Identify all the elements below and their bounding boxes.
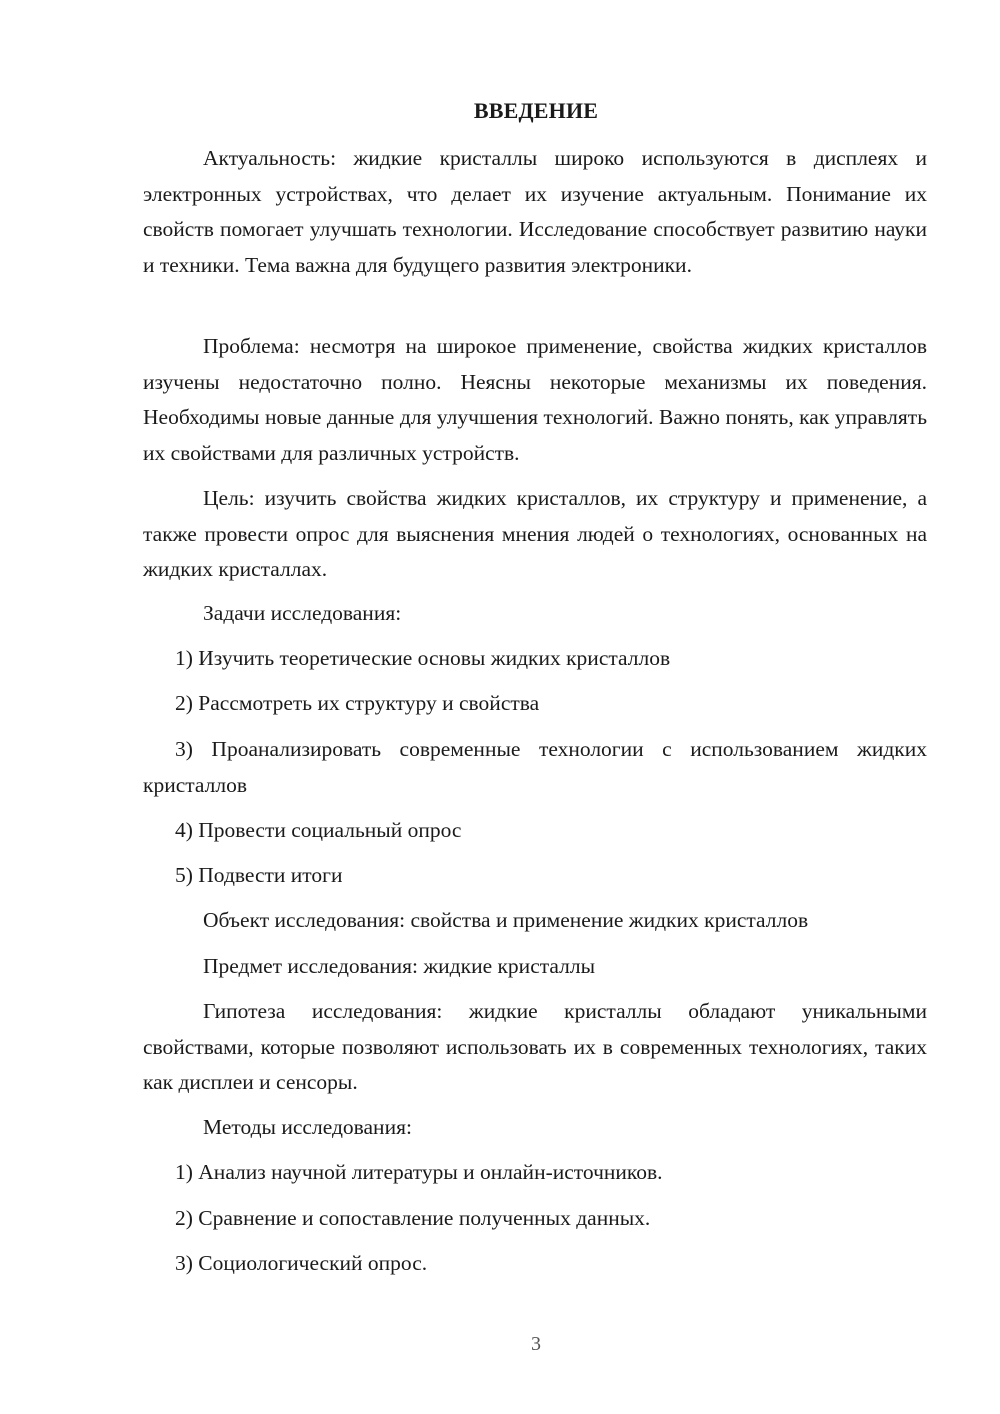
hypothesis-paragraph: Гипотеза исследования: жидкие кристаллы обладают уникальными свойствами, которые позволяют использовать их в современных технологиях, таких как дисплеи и сенсоры. xyxy=(143,999,927,1094)
methods-heading: Методы исследования: xyxy=(203,1115,412,1139)
task-item-1: 1) Изучить теоретические основы жидких кристаллов xyxy=(175,646,671,670)
task-item-3: 3) Проанализировать современные технологии с использованием жидких кристаллов xyxy=(143,737,927,797)
method-item-2: 2) Сравнение и сопоставление полученных данных. xyxy=(175,1206,651,1230)
goal-paragraph: Цель: изучить свойства жидких кристаллов, их структуру и применение, а также провести опрос для выяснения мнения людей о технологиях, основанных на жидких кристаллах. xyxy=(143,486,927,581)
task-item-4: 4) Провести социальный опрос xyxy=(175,818,462,842)
task-item-5: 5) Подвести итоги xyxy=(175,863,343,887)
page-number: 3 xyxy=(531,1333,541,1355)
method-item-1: 1) Анализ научной литературы и онлайн-источников. xyxy=(175,1160,663,1184)
research-object: Объект исследования: свойства и применение жидких кристаллов xyxy=(203,908,809,932)
page-title: ВВЕДЕНИЕ xyxy=(473,98,599,123)
problem-paragraph: Проблема: несмотря на широкое применение, свойства жидких кристаллов изучены недостаточно полно. Неясны некоторые механизмы их поведения. Необходимы новые данные для улучшения технологий. Важно понять, как управлять их свойствами для различных устройств. xyxy=(143,334,927,465)
method-item-3: 3) Социологический опрос. xyxy=(175,1251,428,1275)
task-item-2: 2) Рассмотреть их структуру и свойства xyxy=(175,691,540,715)
tasks-heading: Задачи исследования: xyxy=(203,601,402,625)
research-subject: Предмет исследования: жидкие кристаллы xyxy=(203,954,596,978)
relevance-paragraph: Актуальность: жидкие кристаллы широко используются в дисплеях и электронных устройствах, что делает их изучение актуальным. Понимание их свойств помогает улучшать технологии. Исследование способствует развитию науки и техники. Тема важна для будущего развития электроники. xyxy=(143,146,927,277)
